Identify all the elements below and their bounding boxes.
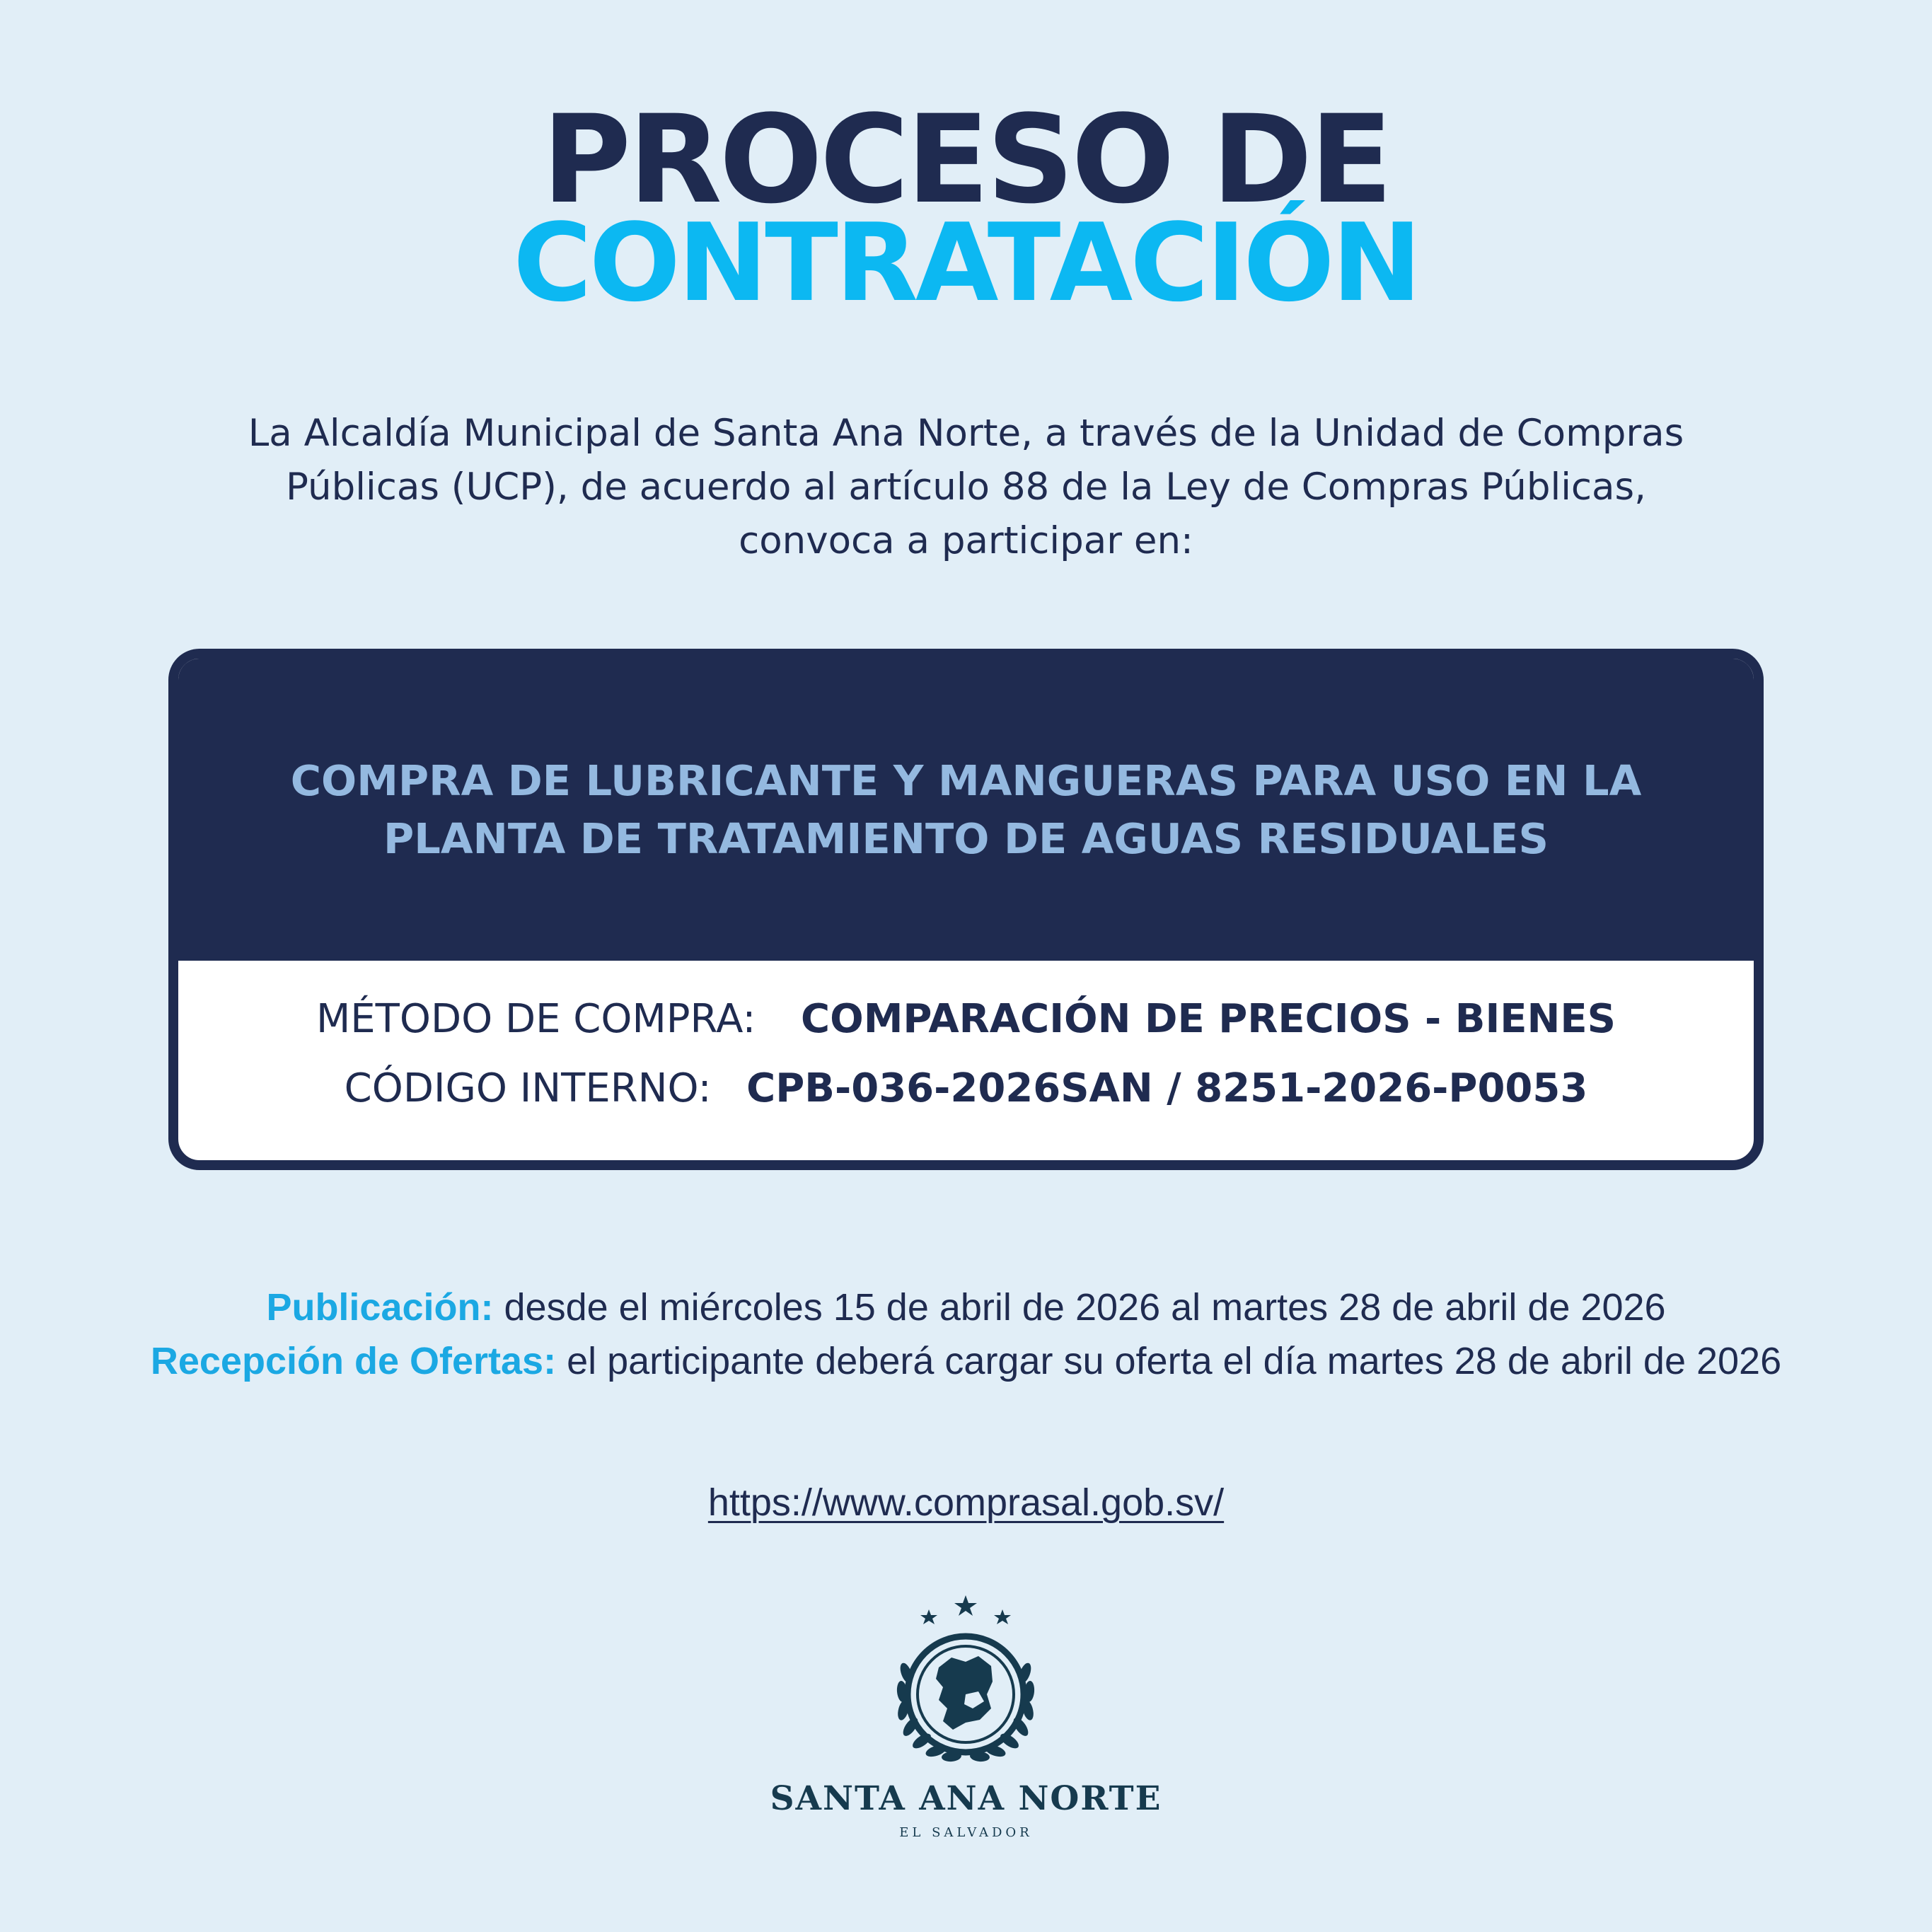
procurement-card bbox=[168, 649, 1764, 1170]
method-row bbox=[316, 989, 1616, 1050]
logo-country: EL SALVADOR bbox=[899, 1825, 1033, 1840]
method-label: MÉTODO DE COMPRA: bbox=[316, 996, 756, 1042]
schedule bbox=[0, 1280, 1932, 1388]
code-value: CPB-036-2026SAN / 8251-2026-P0053 bbox=[746, 1065, 1588, 1111]
procurement-card-header bbox=[178, 659, 1754, 961]
publication-text: desde el miércoles 15 de abril de 2026 al martes 28 de abril de 2026 bbox=[504, 1286, 1666, 1329]
intro-paragraph: La Alcaldía Municipal de Santa Ana Norte, a través de la Unidad de Compras Públicas (UCP), de acuerdo al artículo 88 de la Ley de Compras Públicas, convoca a participar en: bbox=[248, 412, 1684, 562]
publication-label: Publicación: bbox=[266, 1286, 494, 1329]
reception-line bbox=[0, 1334, 1932, 1388]
comprasal-link-container bbox=[0, 1481, 1932, 1525]
procurement-title: COMPRA DE LUBRICANTE Y MANGUERAS PARA USO EN LA PLANTA DE TRATAMIENTO DE AGUAS RESIDUALES bbox=[290, 756, 1642, 863]
comprasal-link[interactable]: https://www.comprasal.gob.sv/ bbox=[707, 1481, 1225, 1524]
page-title-line1: PROCESO DE bbox=[542, 88, 1390, 231]
reception-text: el participante deberá cargar su oferta el día martes 28 de abril de 2026 bbox=[567, 1340, 1782, 1382]
procurement-card-body bbox=[178, 961, 1754, 1160]
code-label: CÓDIGO INTERNO: bbox=[344, 1065, 712, 1111]
page-title-line2: CONTRATACIÓN bbox=[513, 200, 1419, 325]
code-row bbox=[345, 1058, 1588, 1119]
logo-name: SANTA ANA NORTE bbox=[770, 1779, 1162, 1818]
method-value: COMPARACIÓN DE PRECIOS - BIENES bbox=[800, 996, 1616, 1042]
reception-label: Recepción de Ofertas: bbox=[150, 1340, 557, 1382]
publication-line bbox=[0, 1280, 1932, 1334]
municipality-seal-icon bbox=[860, 1588, 1072, 1800]
